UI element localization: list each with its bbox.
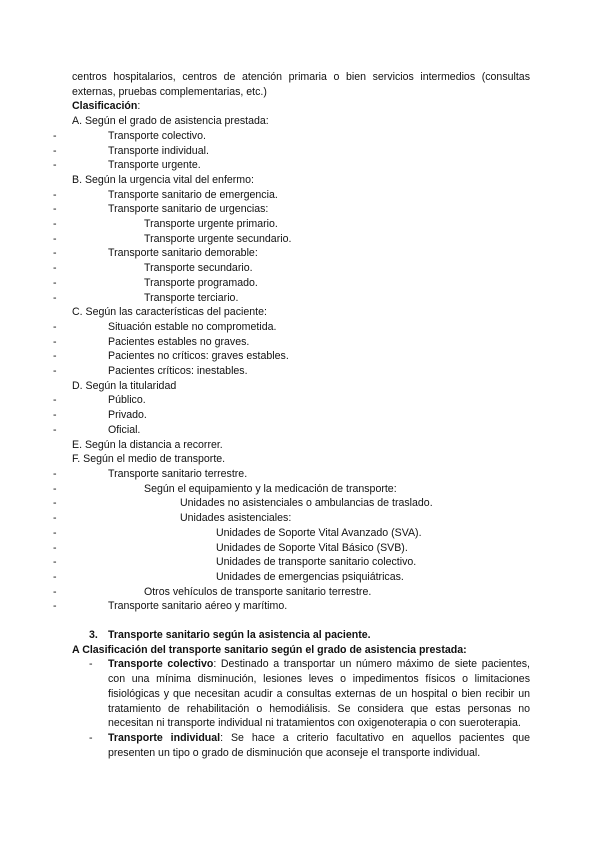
- list-item: - Transporte urgente secundario.: [72, 232, 530, 247]
- section-c-title: C. Según las características del paciente:: [72, 306, 267, 319]
- section-3-number: 3.: [89, 629, 98, 642]
- section-3-title: Transporte sanitario según la asistencia al paciente.: [108, 629, 371, 642]
- list-item: - Transporte individual.: [72, 144, 530, 159]
- clasificacion-heading: [72, 99, 530, 114]
- section-d-title: D. Según la titularidad: [72, 379, 177, 392]
- list-item: - Unidades asistenciales:: [72, 511, 530, 526]
- individual-text: : Se hace a criterio facultativo en aquellos pacientes que presenten un tipo o grado de disminución que aconseje el transporte individual.: [108, 731, 530, 759]
- list-item: - Pacientes no críticos: graves estables.: [72, 349, 530, 364]
- list-item: - Transporte urgente primario.: [72, 217, 530, 232]
- list-item: - Privado.: [72, 408, 530, 423]
- list-item: - Pacientes críticos: inestables.: [72, 364, 530, 379]
- list-item: - Transporte sanitario terrestre.: [72, 467, 530, 482]
- list-item: - Transporte programado.: [72, 276, 530, 291]
- intro-paragraph: centros hospitalarios, centros de atención primaria o bien servicios intermedios (consultas externas, pruebas complementarias, etc.): [72, 71, 530, 98]
- section-a-title: A. Según el grado de asistencia prestada:: [72, 115, 269, 128]
- section-b-title: B. Según la urgencia vital del enfermo:: [72, 173, 254, 186]
- individual-paragraph: [72, 731, 530, 760]
- section-c-list: [72, 320, 530, 379]
- list-item: - Público.: [72, 393, 530, 408]
- section-f-list: [72, 467, 530, 614]
- list-item: - Oficial.: [72, 423, 530, 438]
- list-item: - Transporte sanitario aéreo y marítimo.: [72, 599, 530, 614]
- list-item: - Según el equipamiento y la medicación de transporte:: [72, 482, 530, 497]
- section-a-list: [72, 129, 530, 173]
- list-item: - Unidades de transporte sanitario colectivo.: [72, 555, 530, 570]
- list-item: - Unidades no asistenciales o ambulancias de traslado.: [72, 496, 530, 511]
- list-item: - Unidades de Soporte Vital Avanzado (SVA).: [72, 526, 530, 541]
- clasificacion-colon: :: [137, 100, 141, 113]
- subsection-a-heading: A Clasificación del transporte sanitario según el grado de asistencia prestada:: [72, 643, 467, 656]
- list-item: - Transporte terciario.: [72, 291, 530, 306]
- section-d-list: [72, 393, 530, 437]
- list-item: - Situación estable no comprometida.: [72, 320, 530, 335]
- section-e-title: E. Según la distancia a recorrer.: [72, 438, 223, 451]
- list-item: - Otros vehículos de transporte sanitario terrestre.: [72, 585, 530, 600]
- colectivo-term: Transporte colectivo: [108, 658, 214, 671]
- section-3-heading: [72, 628, 530, 643]
- section-b-list: [72, 188, 530, 306]
- list-item: - Pacientes estables no graves.: [72, 335, 530, 350]
- list-item: - Transporte sanitario demorable:: [72, 246, 530, 261]
- list-item: - Transporte sanitario de urgencias:: [72, 202, 530, 217]
- list-item: - Transporte secundario.: [72, 261, 530, 276]
- list-item: - Unidades de Soporte Vital Básico (SVB).: [72, 541, 530, 556]
- individual-term: Transporte individual: [108, 731, 221, 744]
- section-f-title: F. Según el medio de transporte.: [72, 453, 226, 466]
- clasificacion-label: Clasificación: [72, 100, 138, 113]
- list-item: - Unidades de emergencias psiquiátricas.: [72, 570, 530, 585]
- list-item: - Transporte colectivo.: [72, 129, 530, 144]
- list-item: - Transporte urgente.: [72, 158, 530, 173]
- document-page: [72, 70, 530, 760]
- spacer: [72, 614, 530, 628]
- list-item: - Transporte sanitario de emergencia.: [72, 188, 530, 203]
- colectivo-text: : Destinado a transportar un número máximo de siete pacientes, con una mínima disminución, lesiones leves o impedimentos físicos o limitaciones fisiológicas y que necesitan acudir a consultas externas de un hospital o bien recibir un tratamiento de rehabilitación o hemodiálisis. Se considera que estas personas no necesitan ni transporte individual ni tratamientos con oxigenoterapia o con sueroterapia.: [108, 658, 530, 730]
- colectivo-paragraph: [72, 657, 530, 731]
